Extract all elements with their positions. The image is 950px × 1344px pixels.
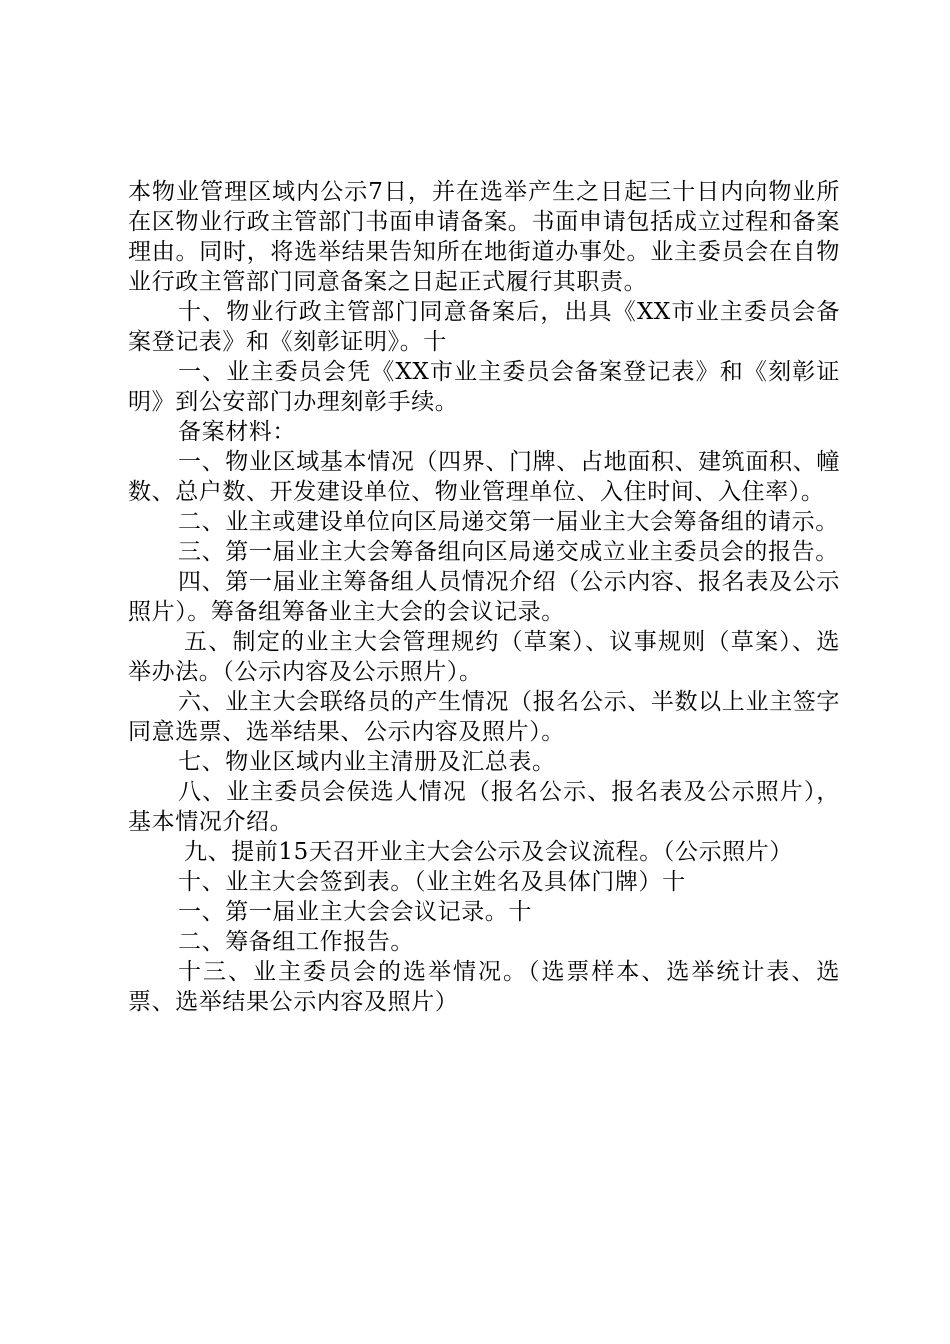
paragraph-12: 八、业主委员会侯选人情况（报名公示、报名表及公示照片），基本情况介绍。	[128, 779, 840, 835]
paragraph-11: 七、物业区域内业主清册及汇总表。	[178, 749, 556, 775]
paragraph-10: 六、业主大会联络员的产生情况（报名公示、半数以上业主签字同意选票、选举结果、公示内容及照片）。	[128, 689, 840, 745]
paragraph-7: 三、第一届业主大会筹备组向区局递交成立业主委员会的报告。	[178, 539, 839, 565]
paragraph-9: 五、制定的业主大会管理规约（草案）、议事规则（草案）、选举办法。（公示内容及公示照片）。	[128, 629, 840, 685]
paragraph-17: 十三、业主委员会的选举情况。（选票样本、选举统计表、选票、选举结果公示内容及照片）	[128, 959, 840, 1015]
document-body	[128, 177, 840, 1017]
paragraph-1: 本物业管理区域内公示7日，并在选举产生之日起三十日内向物业所在区物业行政主管部门书面申请备案。书面申请包括成立过程和备案理由。同时，将选举结果告知所在地街道办事处。业主委员会在自物业行政主管部门同意备案之日起正式履行其职责。	[128, 179, 840, 295]
paragraph-8: 四、第一届业主筹备组人员情况介绍（公示内容、报名表及公示照片）。筹备组筹备业主大会的会议记录。	[128, 569, 840, 625]
paragraph-6: 二、业主或建设单位向区局递交第一届业主大会筹备组的请示。	[178, 509, 839, 535]
paragraph-13: 九、提前15天召开业主大会公示及会议流程。（公示照片）	[184, 839, 793, 865]
paragraph-16: 二、筹备组工作报告。	[178, 929, 414, 955]
paragraph-5: 一、物业区域基本情况（四界、门牌、占地面积、建筑面积、幢数、总户数、开发建设单位、物业管理单位、入住时间、入住率）。	[128, 449, 840, 505]
paragraph-3: 一、业主委员会凭《XX市业主委员会备案登记表》和《刻彰证明》到公安部门办理刻彰手续。	[128, 359, 840, 415]
paragraph-14: 十、业主大会签到表。（业主姓名及具体门牌）十	[178, 869, 686, 895]
paragraph-2: 十、物业行政主管部门同意备案后，出具《XX市业主委员会备案登记表》和《刻彰证明》。十	[128, 299, 840, 355]
paragraph-15: 一、第一届业主大会会议记录。十	[178, 899, 532, 925]
paragraph-4: 备案材料：	[178, 419, 296, 445]
